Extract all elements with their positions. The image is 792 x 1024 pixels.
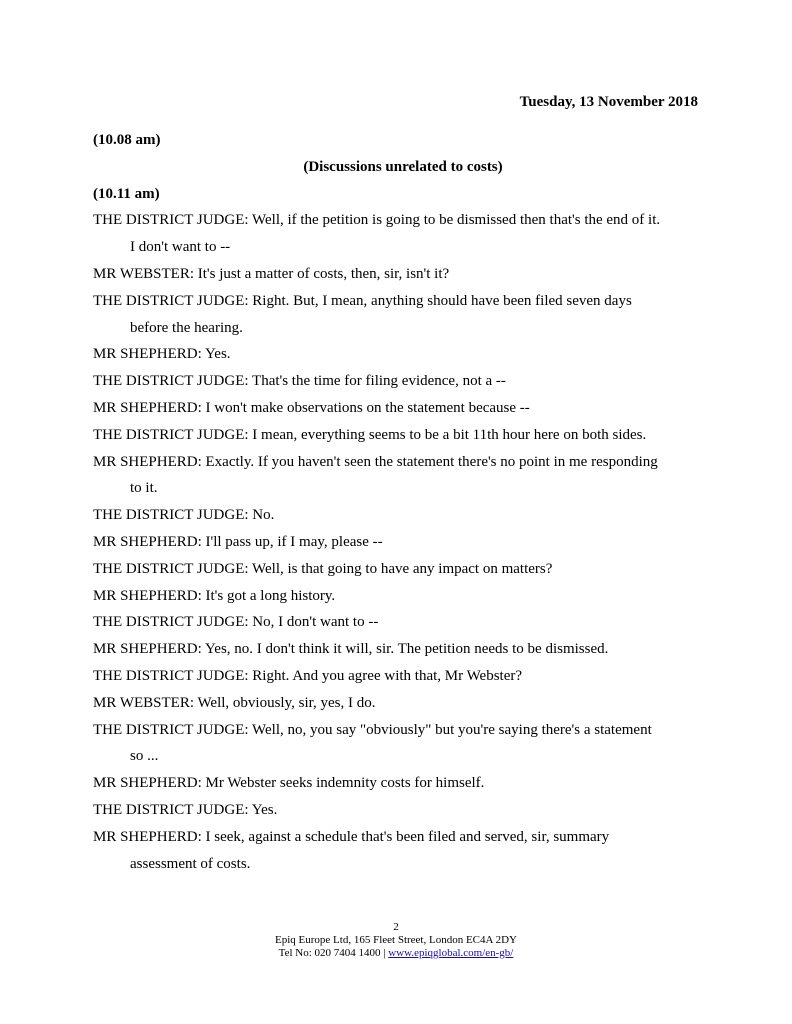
page-footer [0,921,792,960]
speech-continuation-line: assessment of costs. [130,855,251,872]
speech-line: THE DISTRICT JUDGE: No, I don't want to -- [93,614,379,631]
speech-line: THE DISTRICT JUDGE: Right. And you agree with that, Mr Webster? [93,667,523,684]
speech-line: MR SHEPHERD: I seek, against a schedule that's been filed and served, sir, summary [93,828,610,845]
timestamp-line: (10.08 am) [93,132,161,148]
speech-line: THE DISTRICT JUDGE: No. [93,507,275,524]
speech-continuation-line: so ... [130,748,159,765]
hearing-date: Tuesday, 13 November 2018 [519,94,698,110]
speech-line: THE DISTRICT JUDGE: Well, no, you say "obviously" but you're saying there's a statement [93,721,652,738]
speech-continuation-line: I don't want to -- [130,239,231,256]
speech-line: THE DISTRICT JUDGE: Yes. [93,801,278,818]
speech-line: MR SHEPHERD: Yes, no. I don't think it will, sir. The petition needs to be dismissed. [93,641,609,658]
speech-continuation-line: before the hearing. [130,319,243,336]
speech-line: THE DISTRICT JUDGE: I mean, everything seems to be a bit 11th hour here on both sides. [93,426,647,443]
speech-line: MR SHEPHERD: It's got a long history. [93,587,336,604]
speech-line: MR SHEPHERD: I'll pass up, if I may, please -- [93,533,383,550]
transcript-body [93,127,713,877]
speech-line: THE DISTRICT JUDGE: Right. But, I mean, anything should have been filed seven days [93,292,632,309]
company-address: Epiq Europe Ltd, 165 Fleet Street, London EC4A 2DY [275,934,517,946]
speech-line: THE DISTRICT JUDGE: Well, if the petition is going to be dismissed then that's the end of it. [93,212,661,229]
website-link[interactable]: www.epiqglobal.com/en-gb/ [388,947,514,959]
speech-line: THE DISTRICT JUDGE: That's the time for filing evidence, not a -- [93,373,506,390]
speech-line: MR SHEPHERD: Mr Webster seeks indemnity costs for himself. [93,775,485,792]
timestamp-line: (Discussions unrelated to costs) [303,158,503,175]
page-number: 2 [393,921,399,933]
speech-line: MR SHEPHERD: Exactly. If you haven't seen the statement there's no point in me responding [93,453,658,470]
speech-line: MR WEBSTER: It's just a matter of costs, then, sir, isn't it? [93,265,450,282]
speech-continuation-line: to it. [130,480,158,497]
speech-line: MR SHEPHERD: I won't make observations on the statement because -- [93,399,530,416]
timestamp-line: (10.11 am) [93,185,160,202]
speech-line: THE DISTRICT JUDGE: Well, is that going to have any impact on matters? [93,560,553,577]
speech-line: MR SHEPHERD: Yes. [93,346,231,363]
telephone-number: Tel No: 020 7404 1400 | [278,947,389,959]
contact-line [0,947,792,960]
speech-line: MR WEBSTER: Well, obviously, sir, yes, I do. [93,694,376,711]
